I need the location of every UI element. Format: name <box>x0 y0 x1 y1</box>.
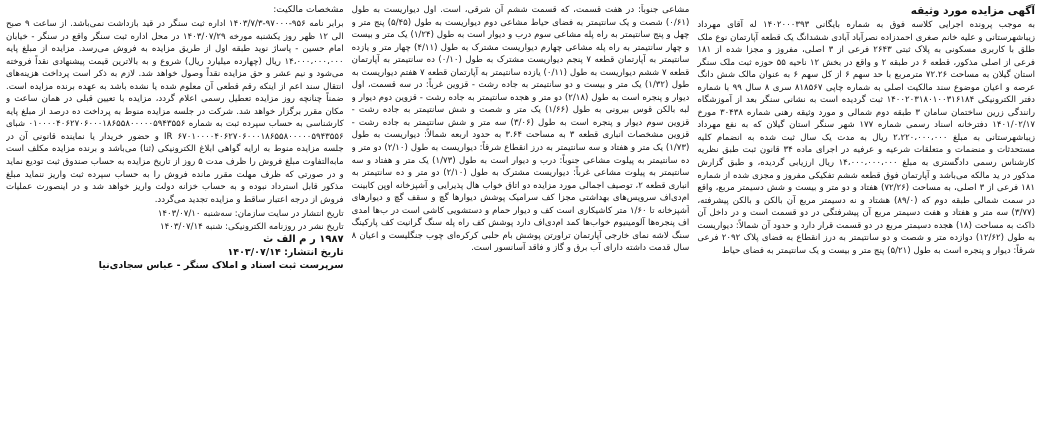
notice-publish-date: تاریخ انتشار: ۱۴۰۳/۰۷/۱۴ <box>227 247 344 259</box>
notice-footer <box>6 208 344 272</box>
signature-line: سرپرست ثبت اسناد و املاک سنگر - عباس سجادی‌نیا <box>98 260 344 272</box>
notice-title: آگهی مزایده مورد وثیقه <box>910 5 1035 17</box>
column-left <box>6 4 344 417</box>
boundaries-description-text: مشاعی جنوباً: در هفت قسمت، که قسمت ششم آن شرقی، است. اول دیواریست به طول (۰/۶۱) شصت و یک سانتیمتر به فضای حیاط مشاعی دوم دیواریست به طول (۵/۴۵) پنج متر و چهل و پنج سانتیمتر به راه پله مشاعی سوم درب و دیوار است به طول (۱/۲۴) یک متر و بیست و چهار سانتیمتر به راه پله مشاعی چهارم دیواریست مشترک به طول (۴/۱۱) چهار متر و یازده سانتیمتر به آپارتمان قطعه ۷ پنجم دیواریست مشترک به طول (۰/۱۰) ده سانتیمتر به آپارتمان قطعه ۷ ششم دیواریست به طول (۰/۱۱) یازده سانتیمتر به آپارتمان قطعه ۷ هفتم دیواریست به طول (۱/۳۲) یک متر و بیست و دو سانتیمتر به جاده رشت - قزوین غرباً: در سه قسمت، اول دیوار و پنجره است به طول (۲/۱۸) دو متر و هجده سانتیمتر به جاده رشت - قزوین دوم دیوار و لبه بالکن قوس بیرونی به طول (۱/۶۶) یک متر و شصت و شش سانتیمتر به جاده رشت - قزوین سوم دیوار و پنجره است به طول (۳/۰۶) سه متر و شش سانتیمتر به جاده رشت - قزوین مشخصات انباری قطعه ۳ به مساحت ۳.۶۴ به حدود اربعه شمالاً: دیواریست به طول (۱/۷۳) یک متر و هفتاد و سه سانتیمتر به درز انقطاع شرقاً: دیواریست به طول (۲/۱۰) دو متر و ده سانتیمتر به پیلوت مشاعی جنوباً: درب و دیوار است به طول (۱/۷۳) یک متر و هفتاد و سه سانتیمتر به پیلوت مشاعی غرباً: دیواریست مشترک به طول (۲/۱۰) دو متر و ده سانتیمتر به انباری قطعه ۲، توصیف اجمالی مورد مزایده دو اتاق خواب هال پذیرایی و آشپزخانه اوپن کابینت ام‌دی‌اف سرویس‌های بهداشتی مجزا کف سرامیک پوشش دیوارها گچ و سقف گچ و دیوارهای آشپزخانه تا ۱/۶۰ متر کاشیکاری است کف و دیوار حمام و دستشویی کاشی است در ب‌ها امدی اف پنجره‌ها آلومینیوم خواب‌ها کمد ام‌دی‌اف دارد پوشش کف راه پله سنگ گرانیت کف پارکینگ سنگ لاشه نمای خارجی آپارتمان تراورتن پوشش بام حلبی کرکره‌ای چوب جنگلیست و اعیان ۸ سال قدمت داشته دارای آب برق و گاز و فاقد آسانسور است. <box>351 5 690 254</box>
notice-code: ۱۹۸۷ ر م الف ث <box>263 234 344 246</box>
publish-date-site: تاریخ انتشار در سایت سازمان: سه‌شنبه ۱۴۰۳/۰۷/۱۰ <box>157 209 344 220</box>
auction-terms-text: برابر نامه ۹۵۶-۹۷۰۰۰-۱۴۰۳/۷/۳ اداره ثبت سنگر در قید بازداشت نمی‌باشد. از ساعت ۹ صبح الی ۱۲ ظهر روز یکشنبه مورخه ۱۴۰۳/۰۷/۲۹ در محل اداره ثبت سنگر واقع در سنگر - خیابان امام حسین - پاساژ نوید طبقه اول از طریق مزایده به فروش می‌رسد. مزایده از مبلغ پایه ۱۴،۰۰۰،۰۰۰،۰۰۰ ریال (چهارده میلیارد ریال) شروع و به بالاترین قیمت پیشنهادی نقداً فروخته می‌شود و نیم عشر و حق مزایده نقداً وصول خواهد شد. لازم به ذکر است پرداخت هزینه‌های انتقال سند اعم از اینکه رقم قطعی آن معلوم شده یا نشده باشد به عهده برنده مزایده است. ضمناً چنانچه روز مزایده تعطیل رسمی اعلام گردد، مزایده با تعیین قبلی در همان ساعت و مکان مقرر برگزار خواهد شد. شرکت در جلسه مزایده منوط به پرداخت ده درصد از مبلغ پایه کارشناسی به حساب سپرده ثبت به شماره ۰۱۰۰۰۰۴۰۶۲۷۰۶۰۰۰۱۸۶۵۵۸۰۰۰۰۰۵۹۴۳۵۵۶ شبای IR ۶۷۰۱۰۰۰۰۴۰۶۲۷۰۶۰۰۰۱۸۶۵۵۸۰۰۰۰۰۵۹۴۳۵۵۶ و حضور خریدار یا نماینده قانونی آن در جلسه مزایده منوط به ارایه گواهی ابلاغ الکترونیکی (ثنا) می‌باشد و برنده مزایده مکلف است مابه‌التفاوت مبلغ فروش را ظرف مدت ۵ روز از تاریخ مزایده به حساب صندوق ثبت تودیع نماید و در صورتی که ظرف مهلت مقرر مانده فروش را به حساب سپرده ثبت واریز ننماید مبلغ مذکور قابل استرداد نبوده و به حساب خزانه دولت واریز خواهد شد و در اینصورت عملیات فروش از درجه اعتبار ساقط و مزایده تجدید می‌گردد. <box>5 19 344 205</box>
column-middle <box>352 4 690 417</box>
ownership-heading: مشخصات مالکیت: <box>273 5 344 15</box>
publish-date-paper: تاریخ نشر در روزنامه الکترونیکی: شنبه ۱۴۰۳/۰۷/۱۴ <box>159 221 344 232</box>
column-right <box>697 4 1035 417</box>
property-description-text: به موجب پرونده اجرایی کلاسه فوق به شماره بایگانی ۱۴۰۲۰۰۰۳۹۳ له آقای مهرداد زیباشهرستانی و علیه خانم صغری احمدزاده نصرآباد آبادی ششدانگ یک قطعه آپارتمان نوع ملک طلق با کاربری مسکونی به پلاک ثبتی ۲۶۴۳ فرعی از ۳ اصلی، مفروز و مجزا شده از ۱۸۱ فرعی از اصلی مذکور، قطعه ۶ در طبقه ۲ و واقع در بخش ۱۲ ناحیه ۵۵ حوزه ثبت ملک سنگر استان گیلان به مساحت ۷۲.۲۶ مترمربع با حد سهم ۶ از کل سهم ۶ به عنوان مالک شش دانگ عرصه و اعیان موضوع سند مالکیت اصلی به شماره چاپی ۸۱۸۵۶۷ سری ۸ سال ۹۹ با شماره دفتر الکترونیکی ۱۴۰۰۲۰۳۱۸۰۱۰۰۳۱۶۱۸۴ ثبت گردیده است به نشانی سنگر بعد از آموزشگاه رانندگی زرین ساختمان سامان ۳ طبقه دوم شمالی و مورد وثیقه رهنی شماره ۳۰۴۳۸ مورخ ۱۴۰۱/۰۲/۱۷ دفترخانه اسناد رسمی شماره ۱۷۷ شهر سنگر استان گیلان که به نفع مهرداد زیباشهرستانی به مبلغ ۲،۲۲۰،۰۰۰،۰۰۰ ریال به مدت یک سال ثبت شده به انضمام کلیه مستحدثات و منضمات و متعلقات شرعیه و عرفیه در اجرای ماده ۳۴ قانون ثبت طبق نظریه کارشناس رسمی دادگستری به مبلغ ۱۴،۰۰۰،۰۰۰،۰۰۰ ریال ارزیابی گردیده، و طبق گزارش مذکور در ید مالکه می‌باشد و آپارتمان فوق قطعه ششم تفکیکی مفروز و مجزی شده از شماره ۱۸۱ فرعی از ۳ اصلی، به مساحت (۷۲/۲۶) هفتاد و دو متر و بیست و شش دسیمتر مربع، واقع در سمت شمالی طبقه دوم که (۸۹/۰) هشتاد و نه دسیمتر مربع آن بالکن و بالکن پیشرفته، (۳/۷۷) سه متر و هفتاد و هفت دسیمتر مربع آن پیشرفتگی در دو قسمت است و در داخل آن ذاکت به مساحت (۱۸) هجده دسیمتر مربع در دو قسمت قرار دارد و حدود آن شمالاً: دیواریست به طول (۱۲/۶۲) دوازده متر و شصت و دو سانتیمتر به درز انقطاع به فضای پلاک ۲۰۹۲ فرعی شرقاً: دیوار و پنجره است به طول (۵/۲۱) پنج متر و بیست و یک سانتیمتر به فضای حیاط <box>697 20 1035 256</box>
